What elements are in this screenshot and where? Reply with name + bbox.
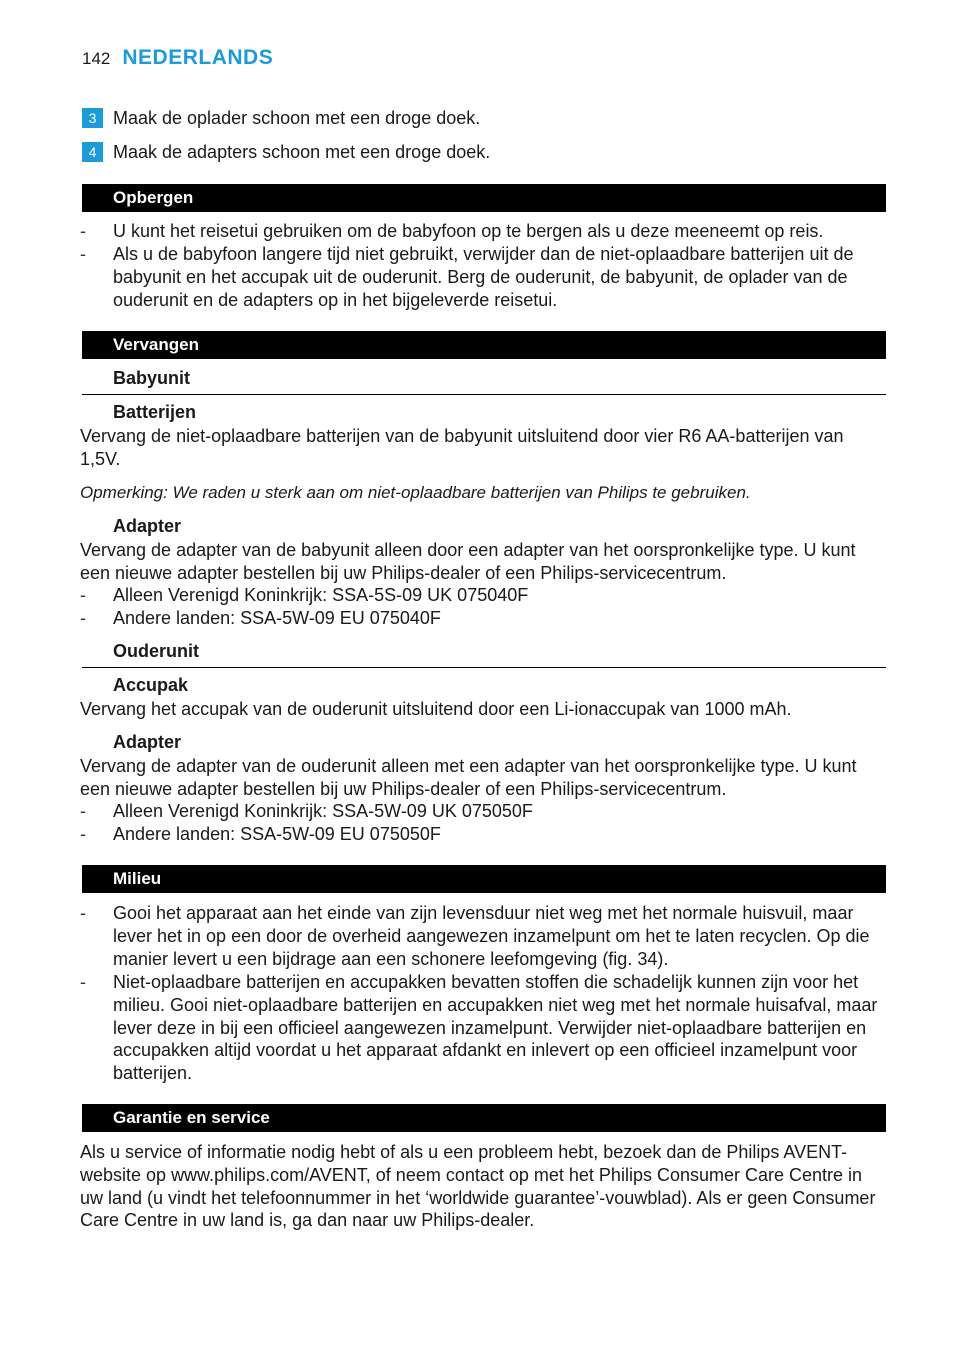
subheading-adapter-babyunit: Adapter bbox=[113, 516, 182, 536]
subheading-babyunit: Babyunit bbox=[82, 368, 886, 395]
garantie-text: Als u service of informatie nodig hebt of als u een probleem hebt, bezoek dan de Philips AVENT-website op www.philips.com/AVENT, of neem contact op met het Philips Consumer Care Centre in uw land (u vindt het telefoonnummer in het ‘worldwide guarantee’-vouwblad). Als er geen Consumer Care Centre in uw land is, ga dan naar uw Philips-dealer. bbox=[80, 1142, 876, 1231]
adapter-ouderunit-text: Vervang de adapter van de ouderunit alleen met een adapter van het oorspronkelijke type. U kunt een nieuwe adapter bestellen bij uw Philips-dealer of een Philips-servicecentrum. bbox=[80, 756, 857, 799]
list-item: - Als u de babyfoon langere tijd niet gebruikt, verwijder dan de niet-oplaadbare batterijen uit de babyunit en het accupak uit de ouderunit. Berg de ouderunit, de babyunit, de oplader van de ouderunit en de adapters op in het bijgeleverde reisetui. bbox=[80, 244, 854, 310]
list-item: - Andere landen: SSA-5W-09 EU 075040F bbox=[80, 608, 441, 628]
accupak-text: Vervang het accupak van de ouderunit uitsluitend door een Li-ionaccupak van 1000 mAh. bbox=[80, 699, 792, 719]
list-item: - Alleen Verenigd Koninkrijk: SSA-5S-09 UK 075040F bbox=[80, 585, 529, 605]
subheading-accupak: Accupak bbox=[113, 675, 189, 695]
subheading-batterijen: Batterijen bbox=[113, 402, 197, 422]
page-number: 142 bbox=[82, 49, 111, 68]
section-header-garantie: Garantie en service bbox=[82, 1104, 886, 1132]
subheading-ouderunit: Ouderunit bbox=[82, 641, 886, 668]
philips-website-link[interactable]: www.philips.com/AVENT bbox=[171, 1164, 366, 1185]
step-number-badge: 4 bbox=[82, 142, 103, 162]
language-title: NEDERLANDS bbox=[122, 46, 274, 69]
section-header-milieu: Milieu bbox=[82, 865, 886, 893]
adapter-babyunit-text: Vervang de adapter van de babyunit alleen door een adapter van het oorspronkelijke type. U kunt een nieuwe adapter bestellen bij uw Philips-dealer of een Philips-servicecentrum. bbox=[80, 540, 856, 583]
list-item: - U kunt het reisetui gebruiken om de babyfoon op te bergen als u deze meeneemt op reis. bbox=[80, 221, 824, 241]
note-text: Opmerking: We raden u sterk aan om niet-oplaadbare batterijen van Philips te gebruiken. bbox=[80, 483, 751, 502]
bullet-dash: - bbox=[80, 244, 86, 264]
bullet-dash: - bbox=[80, 903, 86, 923]
list-item: - Andere landen: SSA-5W-09 EU 075050F bbox=[80, 824, 441, 844]
bullet-dash: - bbox=[80, 608, 86, 628]
bullet-dash: - bbox=[80, 972, 86, 992]
bullet-dash: - bbox=[80, 221, 86, 241]
step-text: Maak de adapters schoon met een droge doek. bbox=[113, 141, 491, 162]
list-item: - Alleen Verenigd Koninkrijk: SSA-5W-09 UK 075050F bbox=[80, 801, 533, 821]
bullet-dash: - bbox=[80, 824, 86, 844]
section-header-vervangen: Vervangen bbox=[82, 331, 886, 359]
step-number-badge: 3 bbox=[82, 108, 103, 128]
page-header bbox=[82, 46, 273, 76]
batterijen-text: Vervang de niet-oplaadbare batterijen van de babyunit uitsluitend door vier R6 AA-batterijen van 1,5V. bbox=[80, 426, 844, 469]
bullet-dash: - bbox=[80, 585, 86, 605]
list-item: - Niet-oplaadbare batterijen en accupakken bevatten stoffen die schadelijk kunnen zijn voor het milieu. Gooi niet-oplaadbare batterijen en accupakken niet weg met het normale huisafval, maar lever deze in bij een officieel aangewezen inzamelpunt. Verwijder niet-oplaadbare batterijen en accupakken altijd voordat u het apparaat afdankt en inlevert op een officieel inzamelpunt voor batterijen. bbox=[80, 972, 878, 1084]
section-header-opbergen: Opbergen bbox=[82, 184, 886, 212]
list-item: - Gooi het apparaat aan het einde van zijn levensduur niet weg met het normale huisvuil, maar lever het in op een door de overheid aangewezen inzamelpunt om het te laten recyclen. Op die manier levert u een bijdrage aan een schonere leefomgeving (fig. 34). bbox=[80, 903, 870, 969]
step-4 bbox=[82, 142, 490, 162]
subheading-adapter-ouderunit: Adapter bbox=[113, 732, 182, 752]
step-3 bbox=[82, 108, 480, 128]
step-text: Maak de oplader schoon met een droge doek. bbox=[113, 107, 481, 128]
bullet-dash: - bbox=[80, 801, 86, 821]
